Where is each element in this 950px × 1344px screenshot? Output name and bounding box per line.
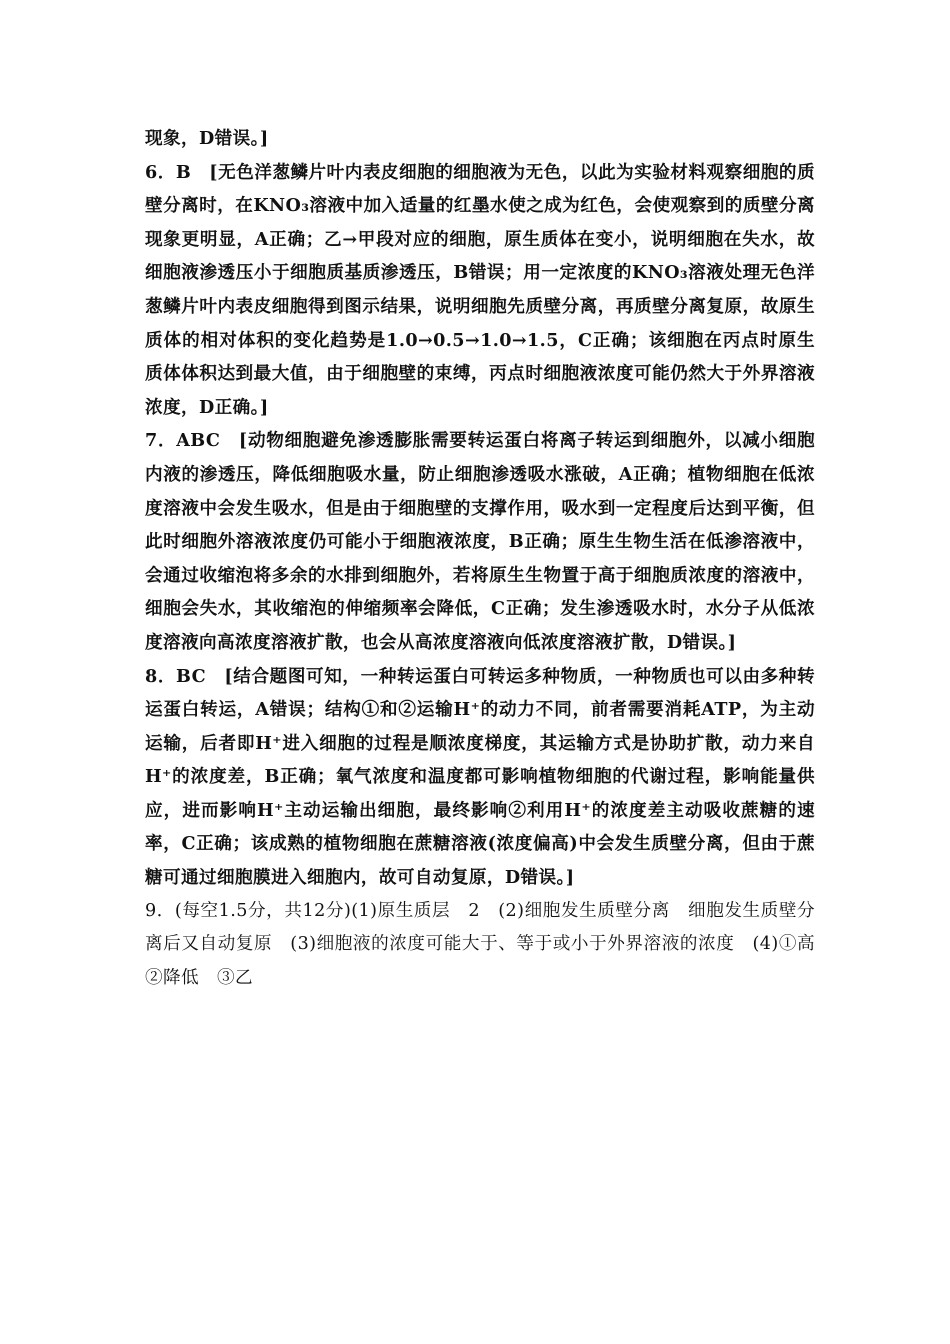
answer-q7: 7．ABC [动物细胞避免渗透膨胀需要转运蛋白将离子转运到细胞外，以减小细胞内液的渗透压，降低细胞吸水量，防止细胞渗透吸水涨破，A正确；植物细胞在低浓度溶液中会发生吸水，但是由于细胞壁的支撑作用，吸水到一定程度后达到平衡，但此时细胞外溶液浓度仍可能小于细胞液浓度，B正确；原生生物生活在低渗溶液中，会通过收缩泡将多余的水排到细胞外，若将原生生物置于高于细胞质浓度的溶液中，细胞会失水，其收缩泡的伸缩频率会降低，C正确；发生渗透吸水时，水分子从低浓度溶液向高浓度溶液扩散，也会从高浓度溶液向低浓度溶液扩散，D错误。] <box>145 430 815 653</box>
answer-q9: 9．(每空1.5分，共12分)(1)原生质层 2 (2)细胞发生质壁分离 细胞发生质壁分离后又自动复原 (3)细胞液的浓度可能大于、等于或小于外界溶液的浓度 (4)①高 ②降低 ③乙 <box>145 900 833 988</box>
answer-text-body <box>145 122 833 995</box>
answer-q8: 8．BC [结合题图可知，一种转运蛋白可转运多种物质，一种物质也可以由多种转运蛋白转运，A错误；结构①和②运输H⁺的动力不同，前者需要消耗ATP，为主动运输，后者即H⁺进入细胞的过程是顺浓度梯度，其运输方式是协助扩散，动力来自H⁺的浓度差，B正确；氧气浓度和温度都可影响植物细胞的代谢过程，影响能量供应，进而影响H⁺主动运输出细胞，最终影响②利用H⁺的浓度差主动吸收蔗糖的速率，C正确；该成熟的植物细胞在蔗糖溶液(浓度偏高)中会发生质壁分离，但由于蔗糖可通过细胞膜进入细胞内，故可自动复原，D错误。] <box>145 665 815 889</box>
answer-q5-tail: 现象，D错误。] <box>145 128 269 149</box>
answer-q6: 6．B [无色洋葱鳞片叶内表皮细胞的细胞液为无色，以此为实验材料观察细胞的质壁分离时，在KNO₃溶液中加入适量的红墨水使之成为红色，会使观察到的质壁分离现象更明显，A正确；乙→甲段对应的细胞，原生质体在变小，说明细胞在失水，故细胞液渗透压小于细胞质基质渗透压，B错误；用一定浓度的KNO₃溶液处理无色洋葱鳞片叶内表皮细胞得到图示结果，说明细胞先质壁分离，再质壁分离复原，故原生质体的相对体积的变化趋势是1.0→0.5→1.0→1.5，C正确；该细胞在丙点时原生质体体积达到最大值，由于细胞壁的束缚，丙点时细胞液浓度可能仍然大于外界溶液浓度，D正确。] <box>145 161 815 418</box>
